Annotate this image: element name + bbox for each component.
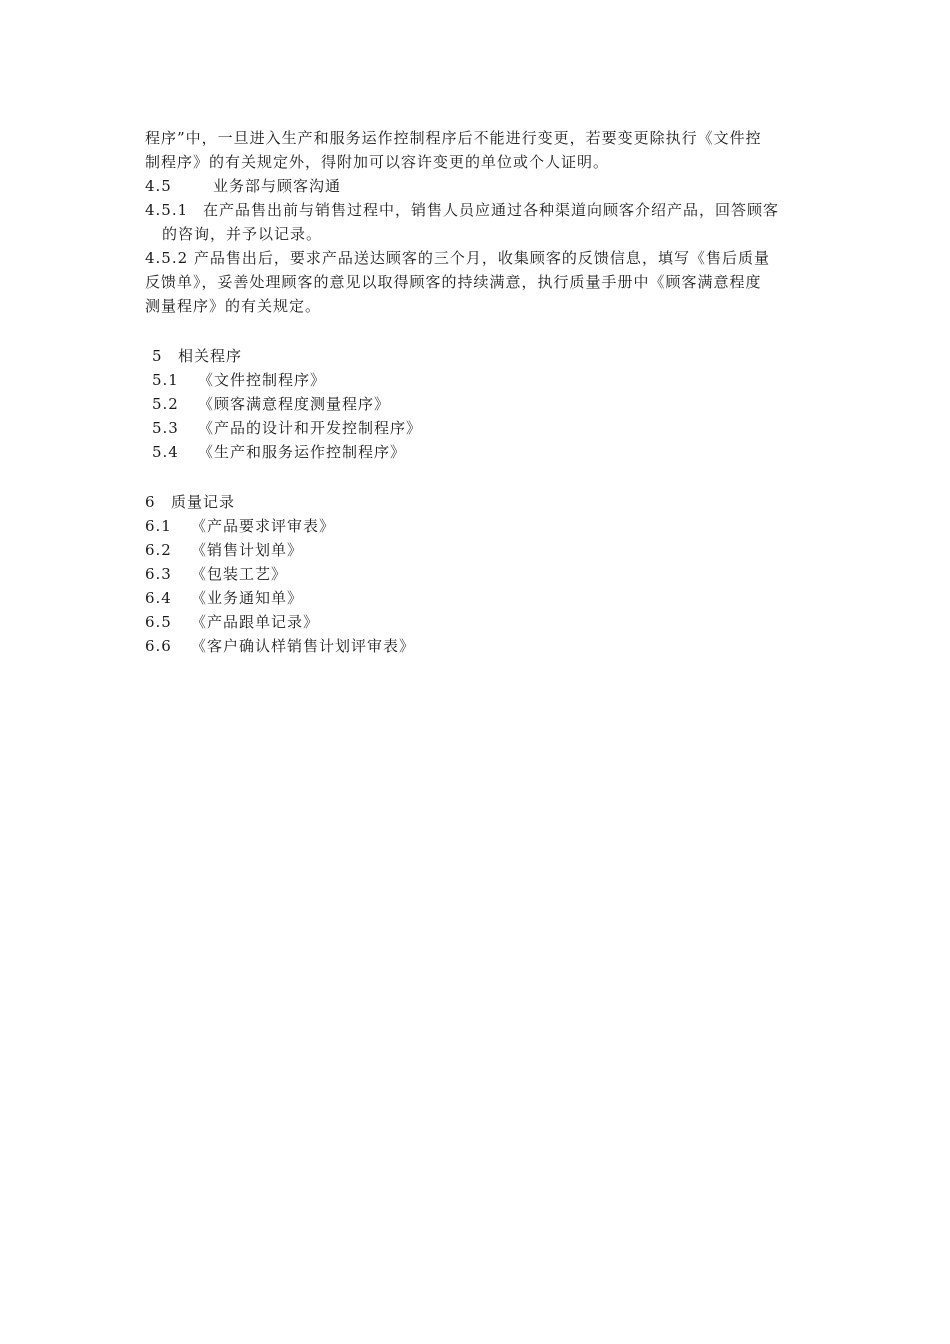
intro-line-2: 制程序》的有关规定外，得附加可以容许变更的单位或个人证明。 (145, 153, 610, 171)
list-item-text: 《产品的设计和开发控制程序》 (198, 419, 423, 437)
list-item-text: 《客户确认样销售计划评审表》 (191, 637, 416, 655)
list-item (145, 586, 815, 610)
intro-line-1: 程序”中，一旦进入生产和服务运作控制程序后不能进行变更，若要变更除执行《文件控 (145, 129, 762, 147)
list-item-number: 5.4 (152, 443, 179, 461)
list-item (145, 392, 815, 416)
list-item (145, 610, 815, 634)
section-4-5-1-number: 4.5.1 (145, 201, 189, 219)
list-item-text: 《产品跟单记录》 (191, 613, 320, 631)
list-item-text: 《包装工艺》 (191, 565, 288, 583)
section-4-5-number: 4.5 (145, 177, 172, 195)
list-item-text: 《文件控制程序》 (198, 371, 327, 389)
list-item-number: 6.2 (145, 541, 172, 559)
section-4-5-2-line-1: 4.5.2 产品售出后，要求产品送达顾客的三个月，收集顾客的反馈信息，填写《售后质量 (145, 249, 770, 267)
list-item-number: 5.3 (152, 419, 179, 437)
section-4-5-1-line-1 (145, 198, 815, 222)
list-item-number: 6.5 (145, 613, 172, 631)
list-item (145, 368, 815, 392)
section-6-number: 6 (145, 493, 156, 511)
list-item-number: 6.4 (145, 589, 172, 607)
list-item-text: 《销售计划单》 (191, 541, 304, 559)
list-item (145, 416, 815, 440)
section-5-number: 5 (152, 347, 163, 365)
section-5-title: 相关程序 (178, 347, 243, 365)
section-4-5-2-line-3: 测量程序》的有关规定。 (145, 297, 322, 315)
section-6-title: 质量记录 (171, 493, 236, 511)
list-item (145, 634, 815, 658)
list-item (145, 562, 815, 586)
list-item-number: 5.1 (152, 371, 179, 389)
section-4-5-1-text: 在产品售出前与销售过程中，销售人员应通过各种渠道向顾客介绍产品，回答顾客 (203, 201, 780, 219)
section-6-heading (145, 490, 815, 514)
list-item-text: 《业务通知单》 (191, 589, 304, 607)
list-item (145, 514, 815, 538)
spacer (145, 318, 815, 344)
list-item-number: 5.2 (152, 395, 179, 413)
list-item (145, 440, 815, 464)
list-item-number: 6.6 (145, 637, 172, 655)
list-item-text: 《产品要求评审表》 (191, 517, 336, 535)
section-4-5-2-line-2: 反馈单》，妥善处理顾客的意见以取得顾客的持续满意，执行质量手册中《顾客满意程度 (145, 273, 762, 291)
list-item (145, 538, 815, 562)
list-item-text: 《顾客满意程度测量程序》 (198, 395, 391, 413)
spacer (145, 464, 815, 490)
list-item-number: 6.1 (145, 517, 172, 535)
section-4-5-title: 业务部与顾客沟通 (213, 177, 342, 195)
list-item-text: 《生产和服务运作控制程序》 (198, 443, 407, 461)
section-4-5-heading (145, 174, 815, 198)
section-5-heading (145, 344, 815, 368)
list-item-number: 6.3 (145, 565, 172, 583)
document-body (145, 126, 815, 658)
section-4-5-1-line-2: 的咨询，并予以记录。 (162, 225, 323, 243)
